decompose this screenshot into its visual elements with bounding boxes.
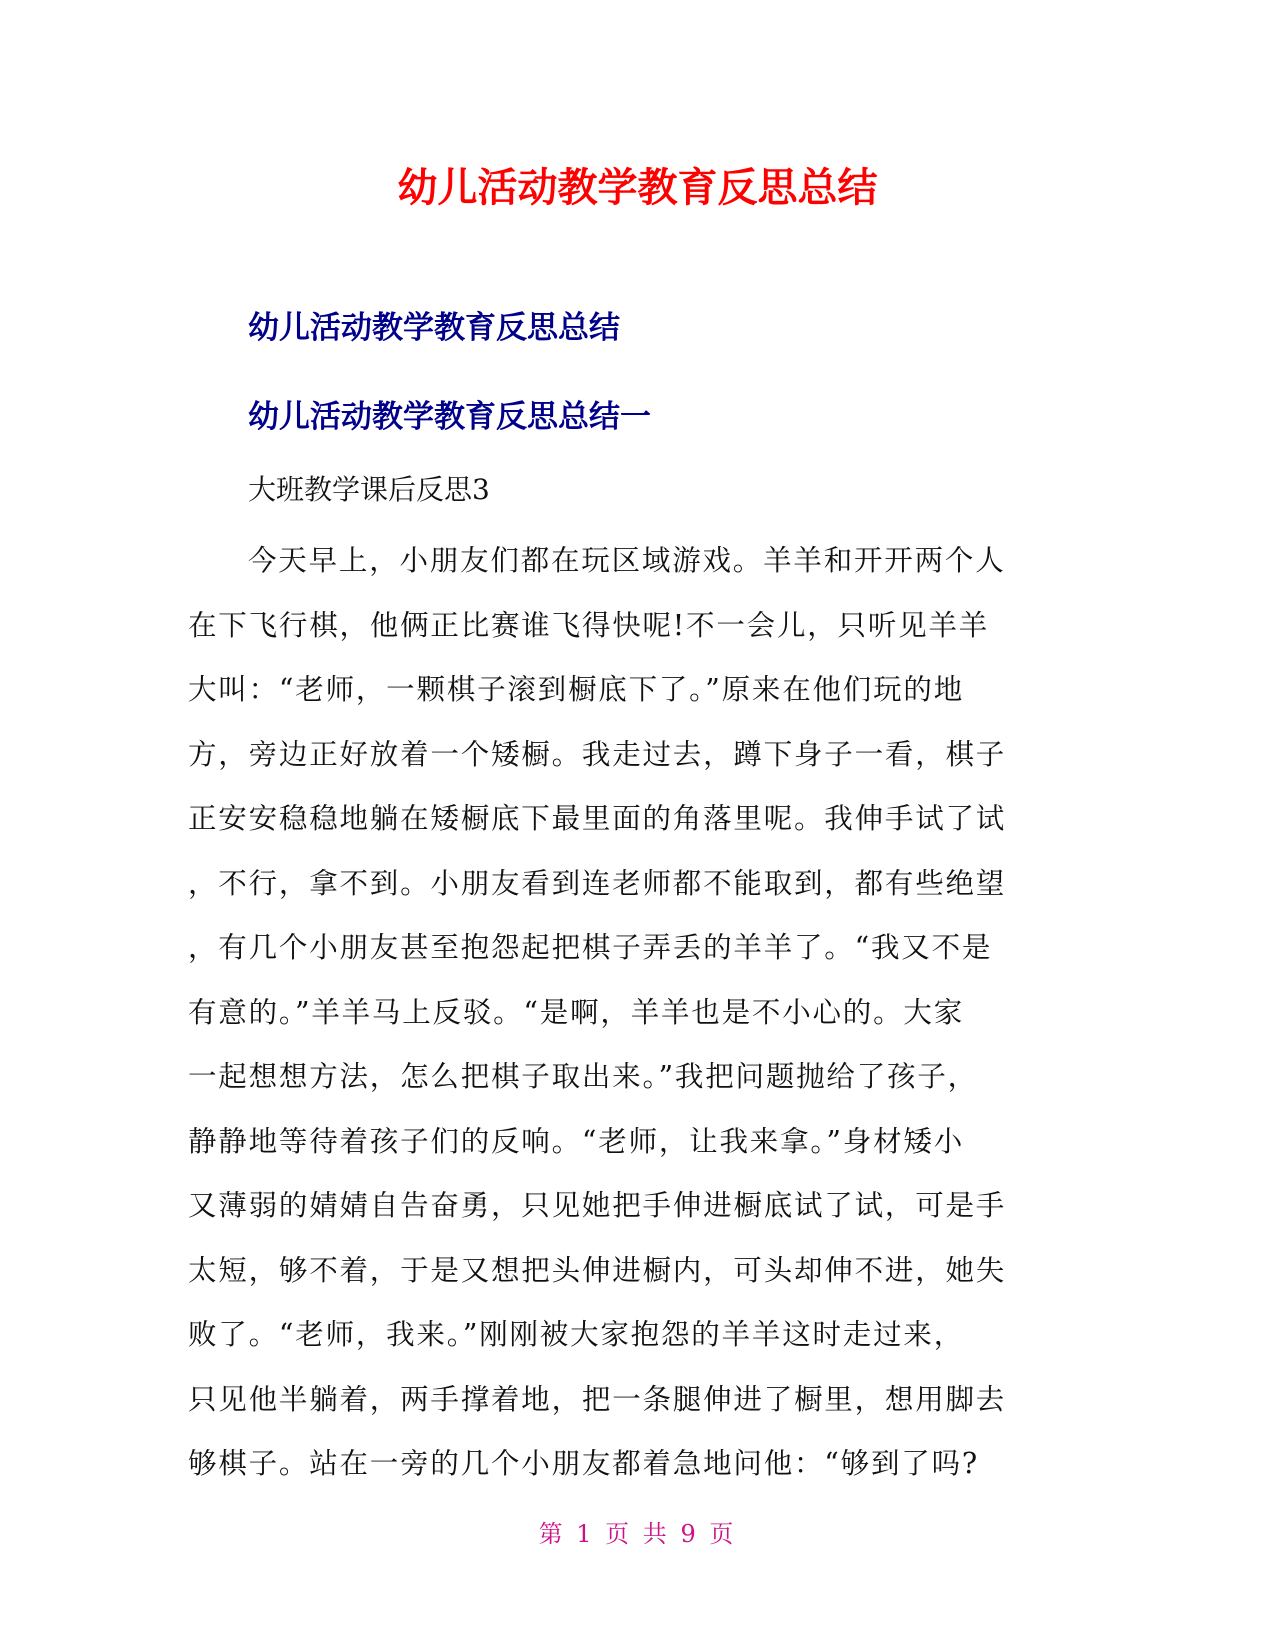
body-line: ，不行，拿不到。小朋友看到连老师都不能取到，都有些绝望: [188, 866, 1007, 900]
body-line: 一起想想方法，怎么把棋子取出来。”我把问题抛给了孩子，: [188, 1060, 978, 1093]
body-line: 又薄弱的婧婧自告奋勇，只见她把手伸进橱底试了试，可是手: [188, 1189, 1007, 1222]
body-line: 够棋子。站在一旁的几个小朋友都着急地问他：“够到了吗?: [188, 1447, 979, 1480]
body-line: 今天早上，小朋友们都在玩区域游戏。羊羊和开开两个人: [248, 544, 1006, 577]
body-line: ，有几个小朋友甚至抱怨起把棋子弄丢的羊羊了。“我又不是: [188, 931, 993, 964]
subsection-heading: 幼儿活动教学教育反思总结一: [248, 399, 651, 435]
body-line: 有意的。”羊羊马上反驳。“是啊，羊羊也是不小心的。大家: [188, 995, 964, 1029]
body-line: 方，旁边正好放着一个矮橱。我走过去，蹲下身子一看，棋子: [188, 737, 1007, 771]
body-line: 在下飞行棋，他俩正比赛谁飞得快呢!不一会儿，只听见羊羊: [188, 608, 990, 642]
body-line: 大叫：“老师，一颗棋子滚到橱底下了。”原来在他们玩的地: [188, 673, 964, 706]
page-footer: 第 1 页 共 9 页: [538, 1520, 737, 1548]
body-line: 静静地等待着孩子们的反响。“老师，让我来拿。”身材矮小: [188, 1124, 964, 1158]
body-line: 正安安稳稳地躺在矮橱底下最里面的角落里呢。我伸手试了试: [188, 802, 1007, 835]
body-line: 只见他半躺着，两手撑着地，把一条腿伸进了橱里，想用脚去: [188, 1382, 1007, 1416]
document-title: 幼儿活动教学教育反思总结: [397, 165, 878, 211]
section-heading: 幼儿活动教学教育反思总结: [248, 310, 620, 346]
body-line: 太短，够不着，于是又想把头伸进橱内，可头却伸不进，她失: [188, 1253, 1007, 1287]
article-subheading: 大班教学课后反思3: [248, 473, 490, 506]
body-line: 败了。“老师，我来。”刚刚被大家抱怨的羊羊这时走过来，: [188, 1318, 964, 1351]
body-paragraph: [188, 529, 1088, 1497]
